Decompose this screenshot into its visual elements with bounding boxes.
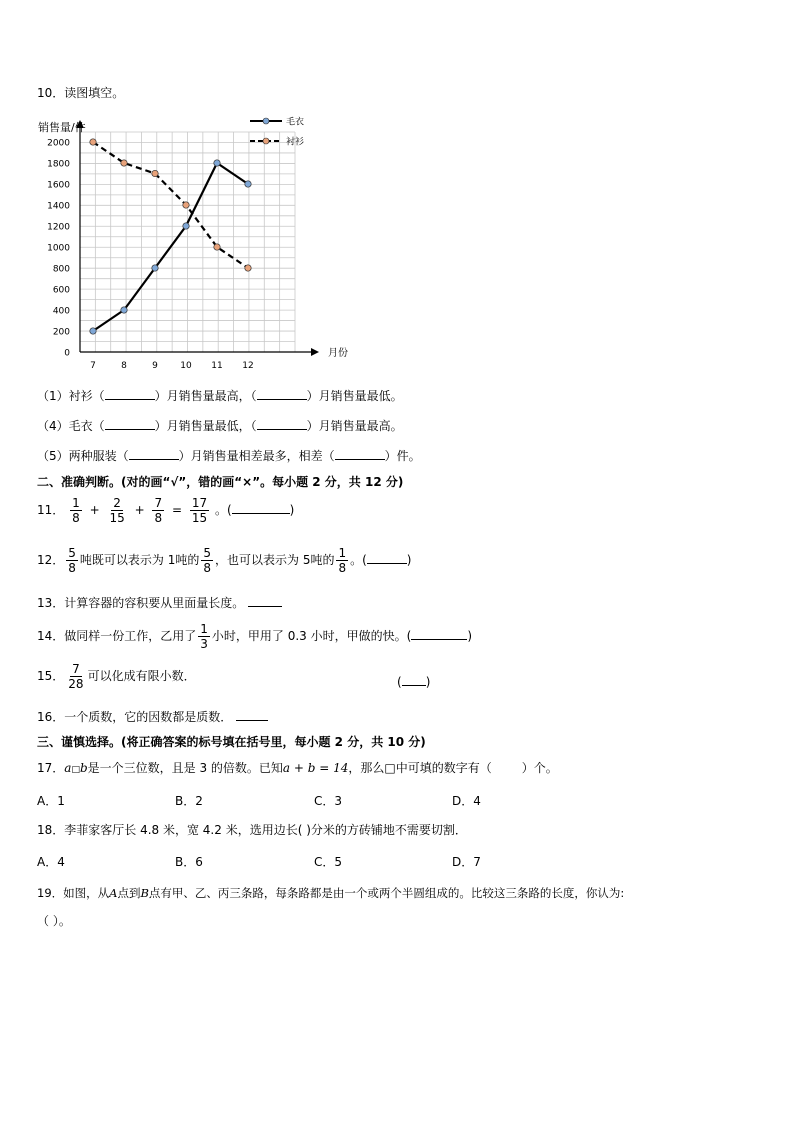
answer-blank[interactable] (411, 627, 467, 640)
y-axis-label: 销售量/件 (38, 121, 86, 134)
q15: 15． $\frac{7}{28}$ 可以化成有限小数． (37, 662, 196, 691)
y-tick-label: 1800 (47, 159, 70, 170)
data-point (90, 139, 96, 145)
fraction: $\frac{1}{8}$ (72, 496, 80, 525)
q18-choice-a[interactable]: A．4 (37, 855, 65, 869)
x-tick-label: 10 (180, 361, 192, 371)
legend-label: 毛衣 (286, 117, 305, 128)
data-point (121, 307, 127, 313)
q10-item-1: （1）衬衫（ ）月销售量最高，（ ）月销售量最低。 (37, 389, 403, 403)
y-tick-label: 800 (52, 264, 70, 275)
legend-marker (263, 138, 269, 144)
answer-blank[interactable] (129, 447, 179, 460)
q19-answer[interactable]: （ ）。 (37, 914, 71, 928)
legend-label: 衬衫 (286, 137, 305, 148)
x-axis-label: 月份 (328, 348, 348, 359)
q18-choice-d[interactable]: D．7 (452, 855, 481, 869)
data-point (121, 160, 127, 166)
q12: 12． $\frac{5}{8}$ 吨既可以表示为 1吨的 $\frac{5}{8}$ ，也可以表示为 5吨的 $\frac{1}{8}$ 。( ) (37, 546, 412, 575)
q17: 17．a□b是一个三位数，且是 3 的倍数。已知a + b = 14，那么□中可填的数字有（ ）个。 (37, 761, 558, 775)
data-point (183, 223, 189, 229)
data-point (90, 328, 96, 334)
section-3-title: 三、谨慎选择。(将正确答案的标号填在括号里，每小题 2 分，共 10 分) (37, 735, 426, 749)
fraction: $\frac{5}{8}$ (203, 546, 212, 575)
answer-blank[interactable] (236, 708, 268, 721)
y-tick-label: 2000 (47, 138, 70, 149)
q13: 13．计算容器的容积要从里面量长度。 (37, 594, 282, 611)
answer-blank[interactable] (367, 551, 407, 564)
x-tick-label: 7 (90, 361, 96, 371)
y-tick-label: 1400 (47, 201, 70, 212)
q17-choice-d[interactable]: D．4 (452, 794, 481, 808)
answer-blank[interactable] (335, 447, 385, 460)
legend-marker (263, 118, 269, 124)
answer-blank[interactable] (105, 417, 155, 430)
y-tick-label: 0 (64, 348, 70, 359)
q16: 16．一个质数，它的因数都是质数． (37, 708, 268, 725)
data-point (245, 181, 251, 187)
y-tick-label: 1200 (47, 222, 70, 233)
y-tick-label: 400 (52, 306, 70, 317)
q14: 14．做同样一份工作，乙用了 $\frac{1}{3}$ 小时，甲用了 0.3 小时，甲做的快。( ) (37, 622, 473, 651)
x-tick-label: 9 (152, 361, 158, 371)
data-point (183, 202, 189, 208)
q10-item-4: （4）毛衣（ ）月销售量最低，（ ）月销售量最高。 (37, 419, 403, 433)
answer-blank[interactable] (402, 673, 426, 686)
x-axis-arrow (311, 348, 319, 356)
x-tick-label: 11 (211, 361, 223, 371)
y-tick-label: 200 (52, 327, 70, 338)
data-point (152, 170, 158, 176)
sales-line-chart (30, 112, 350, 371)
answer-blank[interactable] (248, 594, 282, 607)
data-point (214, 160, 220, 166)
fraction: $\frac{1}{8}$ (338, 546, 347, 575)
answer-blank[interactable] (257, 417, 307, 430)
data-point (214, 244, 220, 250)
q10-item-5: （5）两种服装（ ）月销售量相差最多，相差（ ）件。 (37, 449, 421, 463)
q17-choice-a[interactable]: A．1 (37, 794, 65, 808)
q18-choice-b[interactable]: B．6 (175, 855, 203, 869)
section-2-title: 二、准确判断。(对的画“√”，错的画“×”。每小题 2 分，共 12 分) (37, 475, 404, 489)
x-tick-label: 8 (121, 361, 127, 371)
data-point (245, 265, 251, 271)
x-tick-label: 12 (242, 361, 254, 371)
data-point (152, 265, 158, 271)
answer-blank[interactable] (105, 387, 155, 400)
fraction: $\frac{5}{8}$ (68, 546, 76, 575)
fraction: $\frac{1}{3}$ (200, 622, 208, 651)
y-tick-label: 600 (52, 285, 70, 296)
y-tick-label: 1000 (47, 243, 70, 254)
q17-choice-b[interactable]: B．2 (175, 794, 203, 808)
fraction: $\frac{2}{15}$ (109, 496, 125, 525)
answer-blank[interactable] (257, 387, 307, 400)
q18-choice-c[interactable]: C．5 (314, 855, 343, 869)
q19: 19．如图，从A点到B点有甲、乙、丙三条路，每条路都是由一个或两个半圆组成的。比较这三条路的长度，你认为: (37, 886, 625, 900)
q15-answer: ( ) (397, 675, 431, 689)
q10-title: 10．读图填空。 (37, 86, 125, 100)
y-tick-label: 1600 (47, 180, 70, 191)
fraction: $\frac{7}{8}$ (154, 496, 163, 525)
box-icon: □ (71, 765, 80, 775)
q11: 11． $\frac{1}{8}$ + $\frac{2}{15}$ + $\frac{7}{8}$ = $\frac{17}{15}$ 。( ) (37, 496, 295, 525)
fraction: $\frac{7}{28}$ (68, 662, 84, 691)
answer-blank[interactable] (232, 501, 290, 514)
q17-choice-c[interactable]: C．3 (314, 794, 343, 808)
fraction: $\frac{17}{15}$ (191, 496, 208, 525)
q18: 18．李菲家客厅长 4.8 米，宽 4.2 米，选用边长( )分米的方砖铺地不需要切割． (37, 823, 467, 837)
